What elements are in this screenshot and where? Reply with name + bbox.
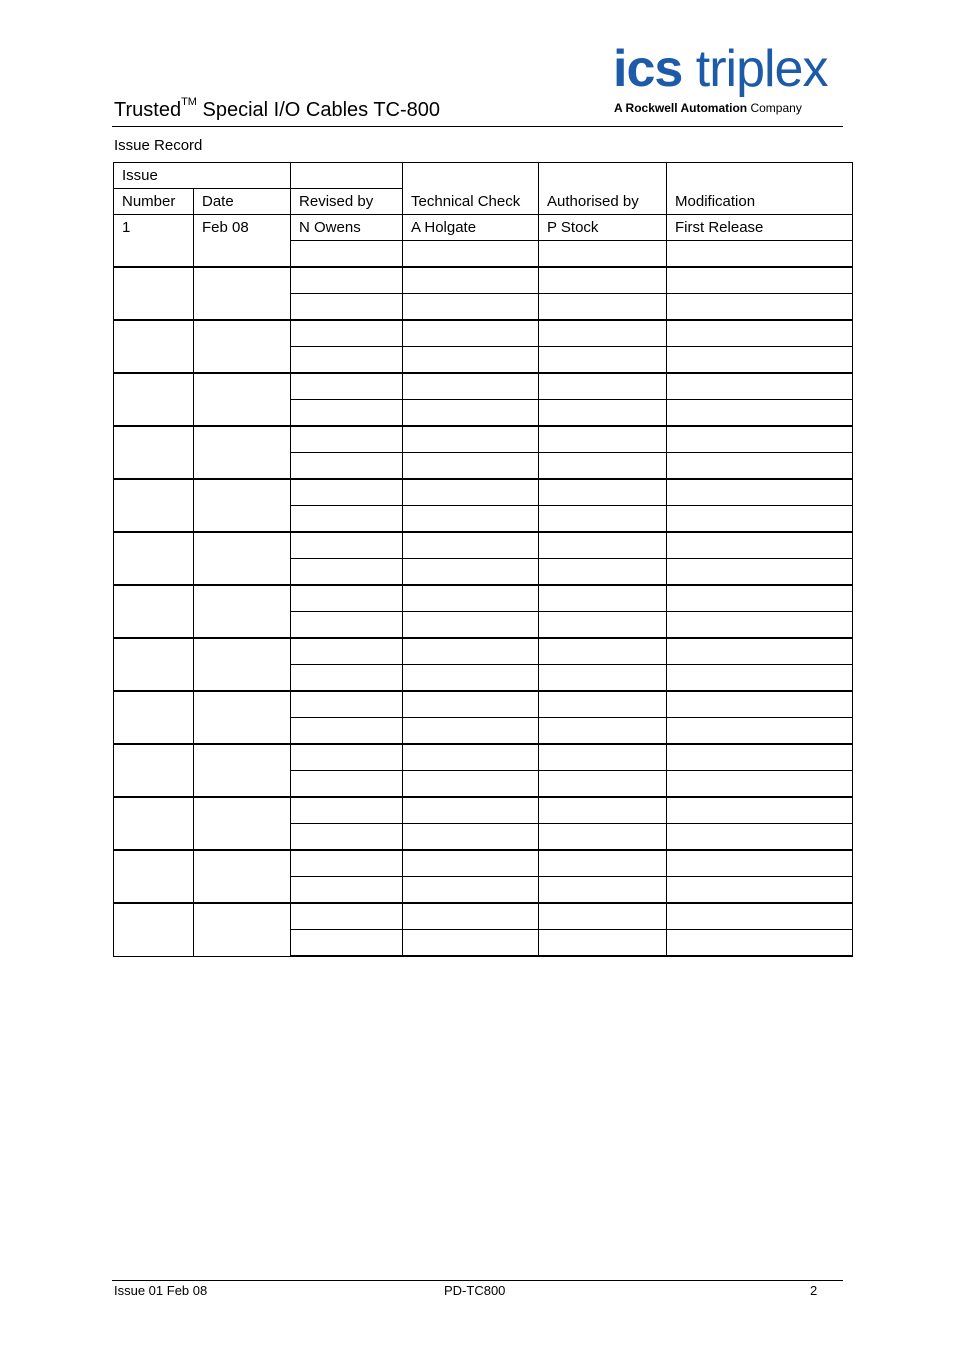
authorised-by-cell bbox=[539, 718, 667, 745]
authorised-by-cell bbox=[539, 744, 667, 771]
revised-by-cell bbox=[291, 506, 403, 533]
table-row bbox=[114, 532, 853, 559]
issue-number-cell bbox=[114, 373, 194, 426]
revised-by-cell bbox=[291, 320, 403, 347]
technical-check-cell bbox=[403, 267, 539, 294]
modification-cell bbox=[667, 400, 853, 427]
authorised-by-cell bbox=[539, 612, 667, 639]
technical-check-cell bbox=[403, 850, 539, 877]
authorised-by-cell bbox=[539, 691, 667, 718]
authorised-by-cell bbox=[539, 320, 667, 347]
modification-cell bbox=[667, 797, 853, 824]
table-row bbox=[114, 215, 853, 241]
issue-date-cell: Feb 08 bbox=[194, 215, 291, 268]
column-header-technical-check: Technical Check bbox=[403, 163, 539, 215]
revised-by-cell bbox=[291, 718, 403, 745]
issue-date-cell bbox=[194, 532, 291, 585]
footer-issue: Issue 01 Feb 08 bbox=[114, 1283, 208, 1298]
authorised-by-cell bbox=[539, 797, 667, 824]
modification-cell bbox=[667, 771, 853, 798]
header-row-top bbox=[114, 163, 853, 189]
column-header-number: Number bbox=[114, 189, 194, 215]
technical-check-cell bbox=[403, 347, 539, 374]
technical-check-cell: A Holgate bbox=[403, 215, 539, 241]
modification-cell bbox=[667, 373, 853, 400]
issue-date-cell bbox=[194, 744, 291, 797]
technical-check-cell bbox=[403, 903, 539, 930]
trademark-superscript: TM bbox=[181, 96, 197, 108]
technical-check-cell bbox=[403, 585, 539, 612]
revised-by-cell bbox=[291, 877, 403, 904]
revised-by-cell bbox=[291, 638, 403, 665]
table-row bbox=[114, 267, 853, 294]
issue-number-cell bbox=[114, 585, 194, 638]
modification-cell bbox=[667, 347, 853, 374]
technical-check-cell bbox=[403, 718, 539, 745]
table-row bbox=[114, 320, 853, 347]
revised-by-cell bbox=[291, 612, 403, 639]
footer-page-number: 2 bbox=[810, 1283, 818, 1298]
technical-check-cell bbox=[403, 559, 539, 586]
modification-cell bbox=[667, 824, 853, 851]
modification-cell bbox=[667, 426, 853, 453]
issue-date-cell bbox=[194, 903, 291, 956]
issue-number-cell bbox=[114, 267, 194, 320]
technical-check-cell bbox=[403, 930, 539, 957]
issue-number-cell bbox=[114, 426, 194, 479]
technical-check-cell bbox=[403, 532, 539, 559]
issue-date-cell bbox=[194, 373, 291, 426]
revised-by-cell bbox=[291, 373, 403, 400]
modification-cell bbox=[667, 320, 853, 347]
revised-by-cell bbox=[291, 930, 403, 957]
authorised-by-cell bbox=[539, 903, 667, 930]
revised-by-cell bbox=[291, 824, 403, 851]
column-header-modification: Modification bbox=[667, 163, 853, 215]
authorised-by-cell bbox=[539, 373, 667, 400]
authorised-by-cell bbox=[539, 638, 667, 665]
technical-check-cell bbox=[403, 400, 539, 427]
issue-number-cell bbox=[114, 744, 194, 797]
authorised-by-cell bbox=[539, 267, 667, 294]
logo-part-ics: ics bbox=[613, 40, 683, 98]
modification-cell bbox=[667, 241, 853, 268]
issue-date-cell bbox=[194, 691, 291, 744]
revised-by-cell bbox=[291, 797, 403, 824]
header-spacer-cell bbox=[291, 163, 403, 189]
revised-by-cell bbox=[291, 532, 403, 559]
modification-cell bbox=[667, 665, 853, 692]
footer-divider bbox=[112, 1280, 843, 1281]
modification-cell bbox=[667, 903, 853, 930]
technical-check-cell bbox=[403, 612, 539, 639]
technical-check-cell bbox=[403, 506, 539, 533]
issue-date-cell bbox=[194, 638, 291, 691]
issue-date-cell bbox=[194, 426, 291, 479]
issue-number-cell bbox=[114, 638, 194, 691]
authorised-by-cell bbox=[539, 479, 667, 506]
table-row bbox=[114, 850, 853, 877]
issue-record-table bbox=[113, 162, 853, 957]
revised-by-cell bbox=[291, 294, 403, 321]
logo-part-triplex: triplex bbox=[695, 40, 828, 98]
modification-cell bbox=[667, 638, 853, 665]
authorised-by-cell bbox=[539, 453, 667, 480]
modification-cell bbox=[667, 585, 853, 612]
issue-number-cell bbox=[114, 479, 194, 532]
technical-check-cell bbox=[403, 294, 539, 321]
company-logo bbox=[613, 40, 845, 120]
issue-date-cell bbox=[194, 479, 291, 532]
revised-by-cell: N Owens bbox=[291, 215, 403, 241]
authorised-by-cell bbox=[539, 532, 667, 559]
logo-tagline-suffix: Company bbox=[747, 101, 802, 115]
modification-cell bbox=[667, 718, 853, 745]
logo-wordmark bbox=[613, 40, 827, 98]
revised-by-cell bbox=[291, 479, 403, 506]
technical-check-cell bbox=[403, 797, 539, 824]
title-suffix: Special I/O Cables TC-800 bbox=[196, 99, 441, 121]
issue-number-cell: 1 bbox=[114, 215, 194, 268]
revised-by-cell bbox=[291, 691, 403, 718]
revised-by-cell bbox=[291, 559, 403, 586]
issue-date-cell bbox=[194, 850, 291, 903]
technical-check-cell bbox=[403, 691, 539, 718]
column-header-revised-by: Revised by bbox=[291, 189, 403, 215]
table-row bbox=[114, 638, 853, 665]
issue-date-cell bbox=[194, 797, 291, 850]
issue-header-cell: Issue bbox=[114, 163, 291, 189]
footer-document-code: PD-TC800 bbox=[444, 1283, 506, 1298]
technical-check-cell bbox=[403, 877, 539, 904]
modification-cell bbox=[667, 691, 853, 718]
modification-cell bbox=[667, 744, 853, 771]
technical-check-cell bbox=[403, 426, 539, 453]
modification-cell bbox=[667, 877, 853, 904]
issue-date-cell bbox=[194, 267, 291, 320]
modification-cell bbox=[667, 453, 853, 480]
modification-cell: First Release bbox=[667, 215, 853, 241]
issue-number-cell bbox=[114, 797, 194, 850]
revised-by-cell bbox=[291, 453, 403, 480]
revised-by-cell bbox=[291, 850, 403, 877]
authorised-by-cell bbox=[539, 850, 667, 877]
modification-cell bbox=[667, 559, 853, 586]
logo-tagline-main: A Rockwell Automation bbox=[614, 101, 748, 115]
title-prefix: Trusted bbox=[114, 99, 182, 121]
issue-number-cell bbox=[114, 691, 194, 744]
revised-by-cell bbox=[291, 771, 403, 798]
modification-cell bbox=[667, 930, 853, 957]
authorised-by-cell bbox=[539, 665, 667, 692]
table-row bbox=[114, 903, 853, 930]
authorised-by-cell bbox=[539, 347, 667, 374]
revised-by-cell bbox=[291, 903, 403, 930]
technical-check-cell bbox=[403, 824, 539, 851]
modification-cell bbox=[667, 850, 853, 877]
table-row bbox=[114, 744, 853, 771]
table-row bbox=[114, 426, 853, 453]
modification-cell bbox=[667, 506, 853, 533]
technical-check-cell bbox=[403, 453, 539, 480]
technical-check-cell bbox=[403, 665, 539, 692]
modification-cell bbox=[667, 532, 853, 559]
revised-by-cell bbox=[291, 241, 403, 268]
column-header-authorised-by: Authorised by bbox=[539, 163, 667, 215]
modification-cell bbox=[667, 612, 853, 639]
issue-number-cell bbox=[114, 850, 194, 903]
authorised-by-cell bbox=[539, 824, 667, 851]
modification-cell bbox=[667, 479, 853, 506]
revised-by-cell bbox=[291, 347, 403, 374]
header-divider bbox=[112, 126, 843, 127]
issue-number-cell bbox=[114, 903, 194, 956]
revised-by-cell bbox=[291, 665, 403, 692]
issue-record-body bbox=[114, 163, 853, 957]
modification-cell bbox=[667, 267, 853, 294]
authorised-by-cell bbox=[539, 930, 667, 957]
authorised-by-cell bbox=[539, 585, 667, 612]
technical-check-cell bbox=[403, 479, 539, 506]
issue-number-cell bbox=[114, 532, 194, 585]
section-label: Issue Record bbox=[114, 137, 203, 154]
table-row bbox=[114, 691, 853, 718]
technical-check-cell bbox=[403, 373, 539, 400]
revised-by-cell bbox=[291, 744, 403, 771]
authorised-by-cell: P Stock bbox=[539, 215, 667, 241]
table-row bbox=[114, 479, 853, 506]
logo-tagline bbox=[614, 101, 802, 115]
authorised-by-cell bbox=[539, 400, 667, 427]
table-row bbox=[114, 585, 853, 612]
authorised-by-cell bbox=[539, 506, 667, 533]
issue-date-cell bbox=[194, 585, 291, 638]
document-title bbox=[114, 96, 441, 122]
technical-check-cell bbox=[403, 771, 539, 798]
revised-by-cell bbox=[291, 426, 403, 453]
table-row bbox=[114, 373, 853, 400]
table-row bbox=[114, 797, 853, 824]
revised-by-cell bbox=[291, 267, 403, 294]
technical-check-cell bbox=[403, 744, 539, 771]
issue-date-cell bbox=[194, 320, 291, 373]
issue-number-cell bbox=[114, 320, 194, 373]
authorised-by-cell bbox=[539, 294, 667, 321]
authorised-by-cell bbox=[539, 426, 667, 453]
revised-by-cell bbox=[291, 585, 403, 612]
authorised-by-cell bbox=[539, 771, 667, 798]
technical-check-cell bbox=[403, 638, 539, 665]
authorised-by-cell bbox=[539, 241, 667, 268]
revised-by-cell bbox=[291, 400, 403, 427]
modification-cell bbox=[667, 294, 853, 321]
technical-check-cell bbox=[403, 241, 539, 268]
authorised-by-cell bbox=[539, 877, 667, 904]
technical-check-cell bbox=[403, 320, 539, 347]
column-header-date: Date bbox=[194, 189, 291, 215]
authorised-by-cell bbox=[539, 559, 667, 586]
